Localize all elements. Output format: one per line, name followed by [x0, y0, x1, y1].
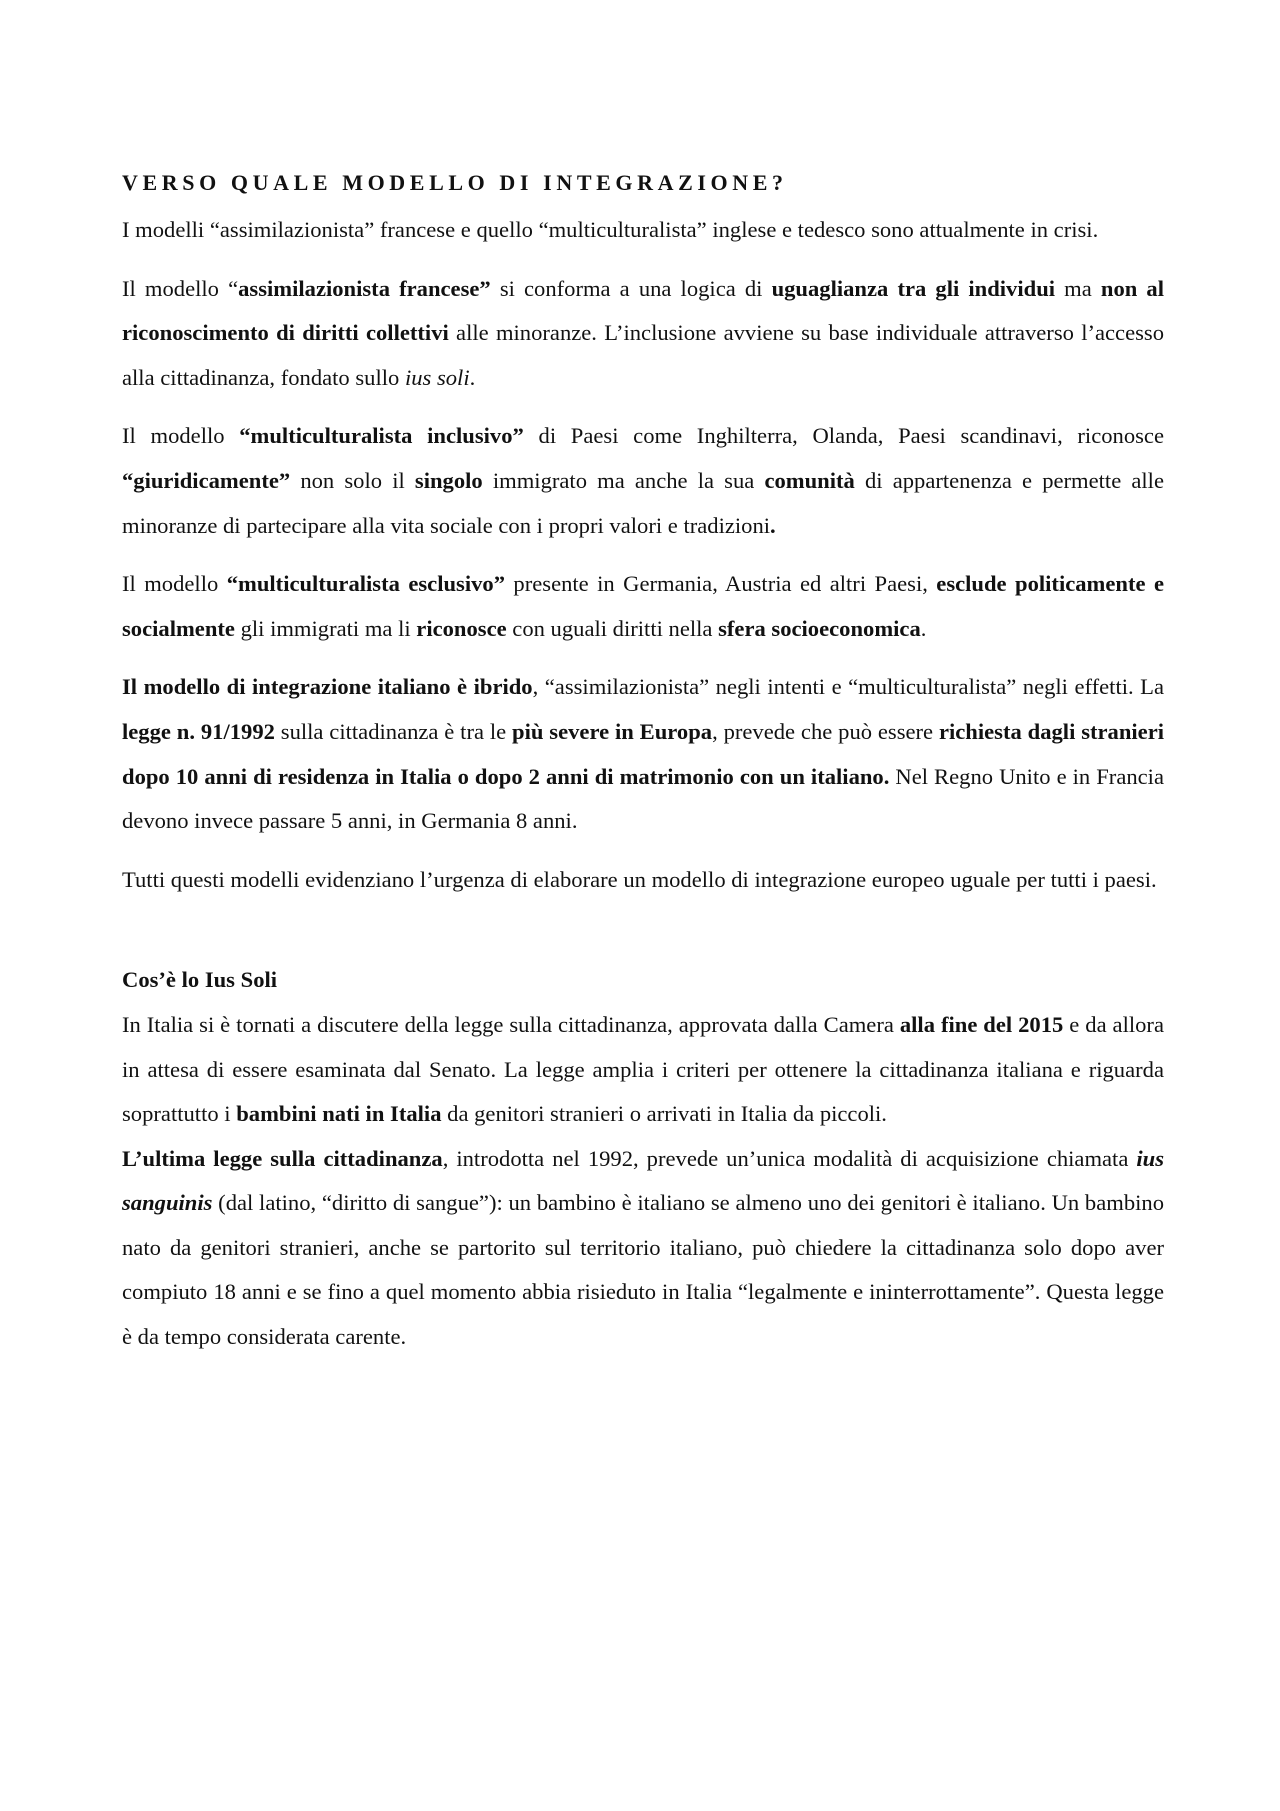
paragraph-crisis	[122, 208, 1164, 253]
bold-italic-run: ius sanguinis	[122, 1145, 1165, 1216]
bold-run: sfera socioeconomica	[718, 615, 921, 641]
document-title: VERSO QUALE MODELLO DI INTEGRAZIONE?	[122, 170, 788, 195]
section-spacer	[122, 902, 1164, 958]
bold-run: esclude politicamente e socialmente	[122, 571, 1164, 641]
bold-run: uguaglianza tra gli individui	[771, 275, 1056, 301]
bold-run: .	[770, 512, 776, 538]
text-run: , prevede che può essere	[712, 718, 939, 744]
italic-run: ius soli	[404, 364, 470, 390]
text-run: con uguali diritti nella	[506, 615, 719, 641]
text-run: immigrato ma anche la sua	[482, 467, 765, 493]
text-run: sulla cittadinanza è tra le	[274, 718, 513, 744]
text-run: di Paesi come Inghilterra, Olanda, Paesi scandinavi, riconosce	[523, 423, 1164, 449]
bold-run: “giuridicamente”	[122, 467, 291, 493]
text-run: Il modello	[122, 423, 240, 449]
bold-run: “multiculturalista inclusivo”	[239, 423, 524, 449]
text-run: ma	[1055, 275, 1101, 301]
bold-run: comunità	[764, 467, 855, 493]
text-run: presente in Germania, Austria ed altri Paesi,	[505, 571, 937, 597]
text-run: gli immigrati ma li	[234, 615, 417, 641]
bold-run: singolo	[414, 467, 483, 493]
text-run: .	[920, 615, 927, 641]
text-run: alle minoranze. L’inclusione avviene su base individuale attraverso l’accesso alla cittadinanza, fondato sullo	[122, 320, 1164, 390]
text-run: , “assimilazionista” negli intenti e “multiculturalista” negli effetti. La	[532, 674, 1164, 700]
paragraph-european-model	[122, 858, 1164, 903]
bold-run: richiesta dagli stranieri dopo 10 anni di residenza in Italia o dopo 2 anni di matrimonio con un italiano.	[122, 718, 1165, 789]
paragraph-french-model	[122, 267, 1164, 401]
bold-run: riconosce	[416, 615, 507, 641]
bold-run: non al riconoscimento di diritti collettivi	[122, 275, 1164, 346]
bold-run: alla fine del 2015	[899, 1011, 1064, 1037]
bold-run: legge n. 91/1992	[122, 718, 275, 744]
text-run: .	[469, 364, 476, 390]
text-run: Il modello “	[122, 275, 239, 301]
bold-run: assimilazionista francese”	[238, 275, 491, 301]
section-heading-ius-soli: Cos’è lo Ius Soli	[122, 967, 278, 993]
bold-run: “multiculturalista esclusivo”	[226, 571, 505, 597]
paragraph-exclusive-model	[122, 562, 1164, 651]
text-run: I modelli “assimilazionista” francese e quello “multiculturalista” inglese e tedesco sono attualmente in crisi.	[122, 217, 1099, 242]
text-run: Tutti questi modelli evidenziano l’urgenza di elaborare un modello di integrazione europeo uguale per tutti i paesi.	[122, 866, 1157, 892]
text-run: da genitori stranieri o arrivati in Italia da piccoli.	[441, 1101, 887, 1127]
document-page	[122, 168, 1164, 1360]
bold-run: bambini nati in Italia	[236, 1101, 442, 1127]
text-run: si conforma a una logica di	[490, 275, 772, 301]
text-run: non solo il	[290, 467, 415, 493]
text-run: In Italia si è tornati a discutere della legge sulla cittadinanza, approvata dalla Camera	[122, 1011, 900, 1037]
text-run: (dal latino, “diritto di sangue”): un bambino è italiano se almeno uno dei genitori è italiano. Un bambino nato da genitori stranieri, anche se partorito sul territorio italiano, può chiedere la cittadinanza solo dopo aver compiuto 18 anni e se fino a quel momento abbia risieduto in Italia “legalmente e ininterrottamente”. Questa legge è da tempo considerata carente.	[122, 1190, 1164, 1350]
paragraph-ius-sanguinis	[122, 1137, 1164, 1360]
paragraph-citizenship-law-debate	[122, 1003, 1164, 1137]
text-run: di appartenenza e permette alle minoranze di partecipare alla vita sociale con i propri valori e tradizioni	[122, 467, 1164, 538]
paragraph-inclusive-model	[122, 414, 1164, 548]
paragraph-italian-model	[122, 665, 1164, 843]
text-run: Nel Regno Unito e in Francia devono invece passare 5 anni, in Germania 8 anni.	[122, 763, 1164, 834]
bold-run: più severe in Europa	[512, 718, 713, 744]
bold-run: Il modello di integrazione italiano è ibrido	[122, 674, 533, 700]
text-run: e da allora in attesa di essere esaminata dal Senato. La legge amplia i criteri per ottenere la cittadinanza italiana e riguarda soprattutto i	[122, 1011, 1164, 1127]
text-run: , introdotta nel 1992, prevede un’unica modalità di acquisizione chiamata	[442, 1145, 1137, 1171]
bold-run: L’ultima legge sulla cittadinanza	[122, 1145, 443, 1171]
text-run: Il modello	[122, 571, 227, 597]
